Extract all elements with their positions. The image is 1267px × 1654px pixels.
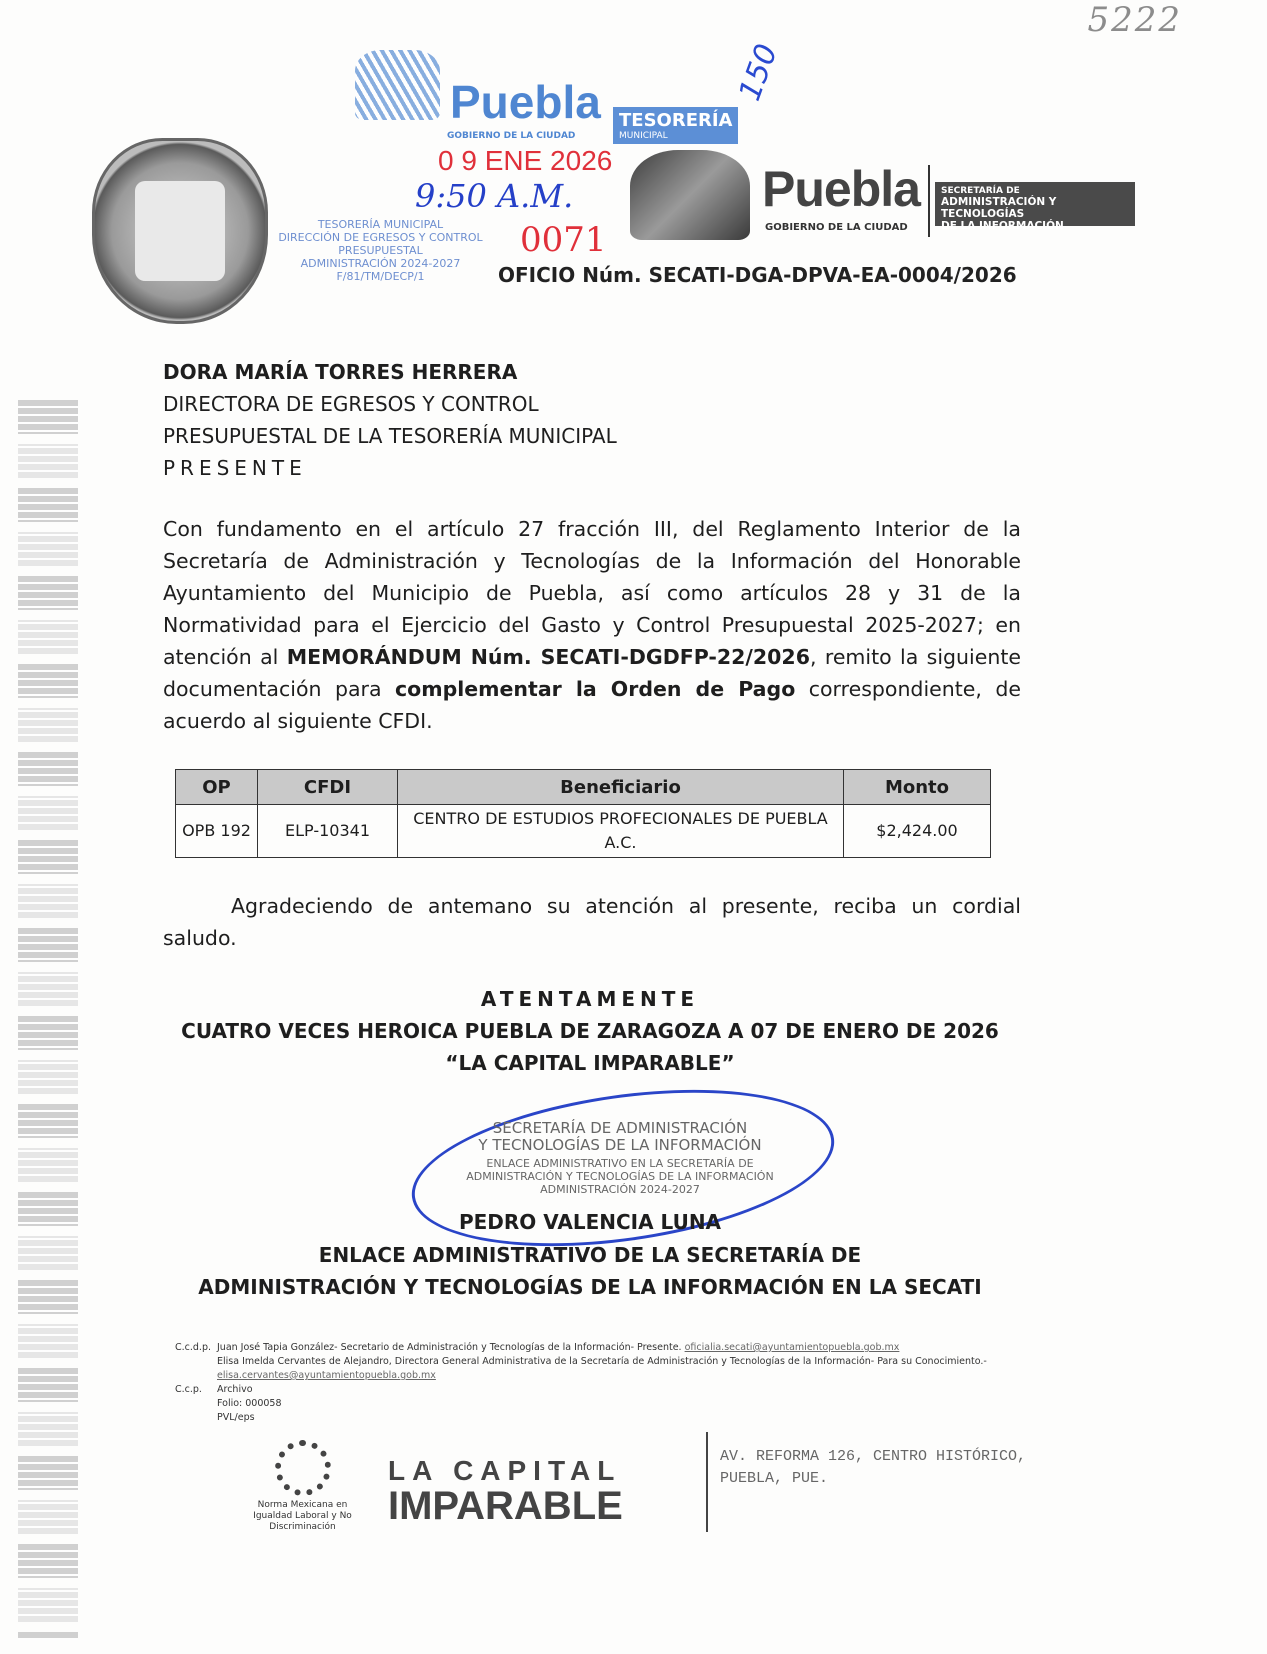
stamp-text: TESORERÍA MUNICIPAL DIRECCIÓN DE EGRESOS Y CONTROL PRESUPUESTAL ADMINISTRACIÓN 2024-2027 F/81/TM/DECP/1	[278, 218, 483, 283]
atentamente: ATENTAMENTE	[480, 987, 700, 1011]
footer-address: AV. REFORMA 126, CENTRO HISTÓRICO, PUEBLA, PUE.	[720, 1448, 1027, 1487]
handwritten-folio: 5222	[1087, 0, 1182, 40]
closing-paragraph: Agradeciendo de antemano su atención al presente, reciba un cordial saludo.	[163, 894, 1021, 950]
email-link: oficialia.secati@ayuntamientopuebla.gob.mx	[684, 1342, 900, 1353]
signer-role-2: ADMINISTRACIÓN Y TECNOLOGÍAS DE LA INFORMACIÓN EN LA SECATI	[198, 1275, 982, 1299]
stamp-date: 0 9 ENE 2026	[438, 145, 613, 176]
slogan: “LA CAPITAL IMPARABLE”	[445, 1051, 735, 1075]
carbon-copy-block: C.c.d.p. Juan José Tapia González- Secretario de Administración y Tecnologías de la Información- Presente. oficialia.secati@ayuntamientopuebla.gob.mx Elisa Imelda Cervantes de Alejandro, Directora General Administrativa de la Secretaría de Administración y Tecnologías de la Información- Para su Conocimiento.- elisa.cervantes@ayuntamientopuebla.gob.mx C.c.p. Archivo Folio: 000058 PVL/eps	[175, 1342, 987, 1423]
signer-role: ENLACE ADMINISTRATIVO DE LA SECRETARÍA DE	[318, 1243, 862, 1267]
secati-logo: Puebla GOBIERNO DE LA CIUDAD SECRETARÍA DE ADMINISTRACIÓN Y TECNOLOGÍAS DE LA INFORMACIÓN	[630, 150, 1140, 240]
email-link: elisa.cervantes@ayuntamientopuebla.gob.mx	[217, 1370, 436, 1381]
igualdad-laboral-seal	[240, 1440, 365, 1570]
seal-caption: Norma Mexicana en Igualdad Laboral y No Discriminación	[253, 1500, 352, 1532]
signer-name: PEDRO VALENCIA LUNA	[458, 1210, 722, 1234]
oficio-number: OFICIO Núm. SECATI-DGA-DPVA-EA-0004/2026	[498, 263, 1017, 287]
puebla-crown-icon	[630, 150, 750, 240]
handwritten-time: 9:50 A.M.	[415, 177, 574, 215]
tesoreria-received-stamp: Puebla GOBIERNO DE LA CIUDAD TESORERÍA MUNICIPAL	[355, 45, 685, 145]
place-date: CUATRO VECES HEROICA PUEBLA DE ZARAGOZA A 07 DE ENERO DE 2026	[181, 1019, 999, 1043]
table-row: OPB 192 ELP-10341 CENTRO DE ESTUDIOS PROFECIONALES DE PUEBLA A.C. $2,424.00	[176, 805, 991, 858]
divider	[706, 1432, 708, 1532]
table-header-row: OP CFDI Beneficiario Monto	[176, 770, 991, 805]
people-circle-icon	[275, 1440, 331, 1496]
handwritten-note: 150	[732, 39, 785, 106]
capital-imparable-logo: LA CAPITAL IMPARABLE	[388, 1455, 623, 1528]
secati-seal-stamp: SECRETARÍA DE ADMINISTRACIÓN Y TECNOLOGÍAS DE LA INFORMACIÓN ENLACE ADMINISTRATIVO EN LA SECRETARÍA DE ADMINISTRACIÓN Y TECNOLOGÍAS DE LA INFORMACIÓN ADMINISTRACIÓN 2024-2027	[466, 1119, 774, 1196]
puebla-crown-icon	[355, 50, 440, 120]
cfdi-table	[175, 769, 991, 858]
handwritten-received-number: 0071	[520, 220, 607, 260]
addressee-block: DORA MARÍA TORRES HERRERA DIRECTORA DE EGRESOS Y CONTROL PRESUPUESTAL DE LA TESORERÍA MUNICIPAL PRESENTE	[163, 360, 617, 480]
body-paragraph: Con fundamento en el artículo 27 fracción III, del Reglamento Interior de la Secretaría de Administración y Tecnologías de la Información del Honorable Ayuntamiento del Municipio de Puebla, así como artículos 28 y 31 de la Normatividad para el Ejercicio del Gasto y Control Presupuestal 2025-2027; en atención al MEMORÁNDUM Núm. SECATI-DGDFP-22/2026, remito la siguiente documentación para complementar la Orden de Pago correspondiente, de acuerdo al siguiente CFDI.	[163, 517, 1021, 733]
city-coat-of-arms	[92, 138, 268, 324]
